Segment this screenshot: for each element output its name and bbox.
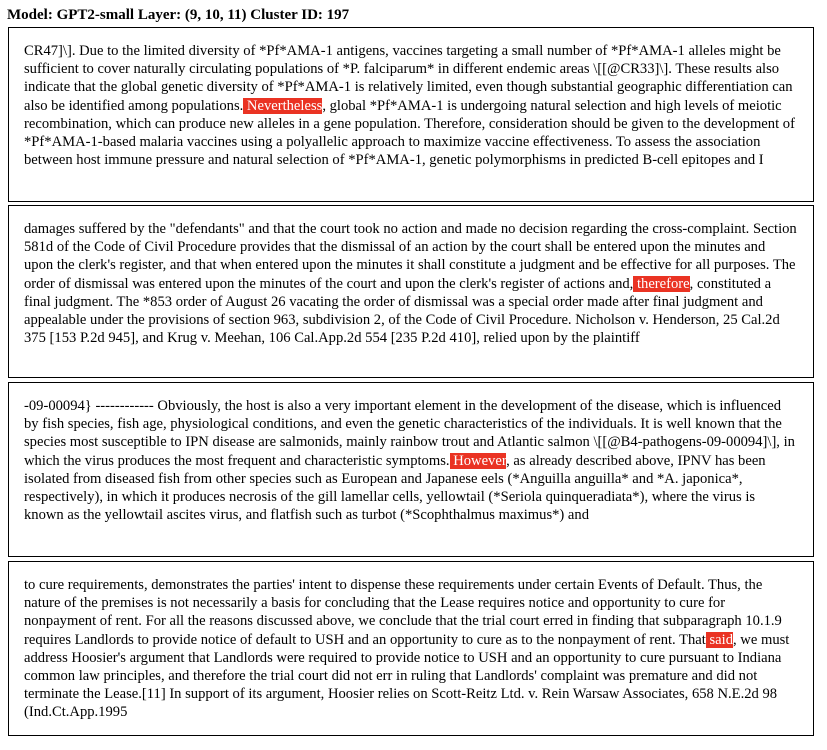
highlighted-token: said <box>705 631 733 648</box>
highlighted-token: Nevertheless <box>243 97 323 114</box>
card-text <box>24 576 798 722</box>
card-text-before: to cure requirements, demonstrates the parties' intent to dispense these requirements under certain Events of Default. Thus, the nature of the premises is not necessarily a basis for concluding that the Lease requires notice and opportunity to cure for nonpayment of rent. For all the reasons discussed above, we conclude that the trial court erred in finding that subparagraph 10.1.9 requires Landlords to provide notice of default to USH and an opportunity to cure as to the nonpayment of rent. That <box>24 577 782 648</box>
highlighted-token: therefore <box>633 275 690 292</box>
card-text-before: CR47]\]. Due to the limited diversity of *Pf*AMA-1 antigens, vaccines targeting a small number of *Pf*AMA-1 alleles might be sufficient to cover naturally circulating populations of *P. falciparum* in different endemic areas \[[@CR33]\]. These results also indicate that the global genetic diversity of *Pf*AMA-1 is relatively limited, even though substantial geographic differentiation can also be identified among populations. <box>24 43 793 114</box>
highlighted-token: However <box>449 452 507 469</box>
card-text-after: , as already described above, IPNV has been isolated from diseased fish from other species such as European and Japanese eels (*Anguilla anguilla* and *A. japonica*, respectively), in which it produces necrosis of the gill lamellar cells, yellowtail (*Seriola quinqueradiata*), where the virus is known as the yellowtail ascites virus, and flatfish such as turbot (*Scophthalmus maximus*) and <box>24 452 766 524</box>
card-text-before: damages suffered by the "defendants" and that the court took no action and made no decision regarding the cross-complaint. Section 581d of the Code of Civil Procedure provides that the dismissal of an action by the court shall be entered upon the minutes and upon the clerk's register, and that when entered upon the minutes it shall constitute a judgment and be effective for all purposes. The order of dismissal was entered upon the minutes of the court and upon the clerk's register of actions and, <box>24 221 797 292</box>
text-card <box>8 205 814 378</box>
text-card <box>8 561 814 736</box>
page-title: Model: GPT2-small Layer: (9, 10, 11) Cluster ID: 197 <box>7 7 350 23</box>
card-text <box>24 42 798 169</box>
card-text-before: -09-00094} ------------ Obviously, the host is also a very important element in the development of the disease, which is influenced by fish species, fish age, physiological conditions, and even the genetic characteristics of the individuals. It is well known that the species most susceptible to IPN disease are salmonids, mainly rainbow trout and Atlantic salmon \[[@B4-pathogens-09-00094]\], in which the virus produces the most frequent and characteristic symptoms. <box>24 398 795 469</box>
text-card <box>8 382 814 557</box>
card-text-after: , global *Pf*AMA-1 is undergoing natural selection and high levels of meiotic recombination, which can produce new alleles in a gene population. Therefore, consideration should be given to the development of *Pf*AMA-1-based malaria vaccines using a polyallelic approach to maximize vaccine effectiveness. To assess the association between host immune pressure and natural selection of *Pf*AMA-1, genetic polymorphisms in predicted B-cell epitopes and I <box>24 97 795 169</box>
card-text <box>24 220 798 347</box>
card-text-after: , constituted a final judgment. The *853 order of August 26 vacating the order of dismissal was a special order made after final judgment and appealable under the provisions of section 963, subdivision 2, of the Code of Civil Procedure. Nicholson v. Henderson, 25 Cal.2d 375 [153 P.2d 945], and Krug v. Meehan, 106 Cal.App.2d 554 [235 P.2d 410], relied upon by the plaintiff <box>24 275 780 347</box>
card-text <box>24 397 798 524</box>
card-text-after: , we must address Hoosier's argument that Landlords were required to provide notice to USH and an opportunity to cure pursuant to Indiana common law principles, and therefore the trial court did not err in ruling that Landlords' complaint was premature and did not terminate the Lease.[11] In support of its argument, Hoosier relies on Scott-Reitz Ltd. v. Rein Warsaw Associates, 658 N.E.2d 98 (Ind.Ct.App.1995 <box>24 631 790 721</box>
text-card <box>8 27 814 202</box>
